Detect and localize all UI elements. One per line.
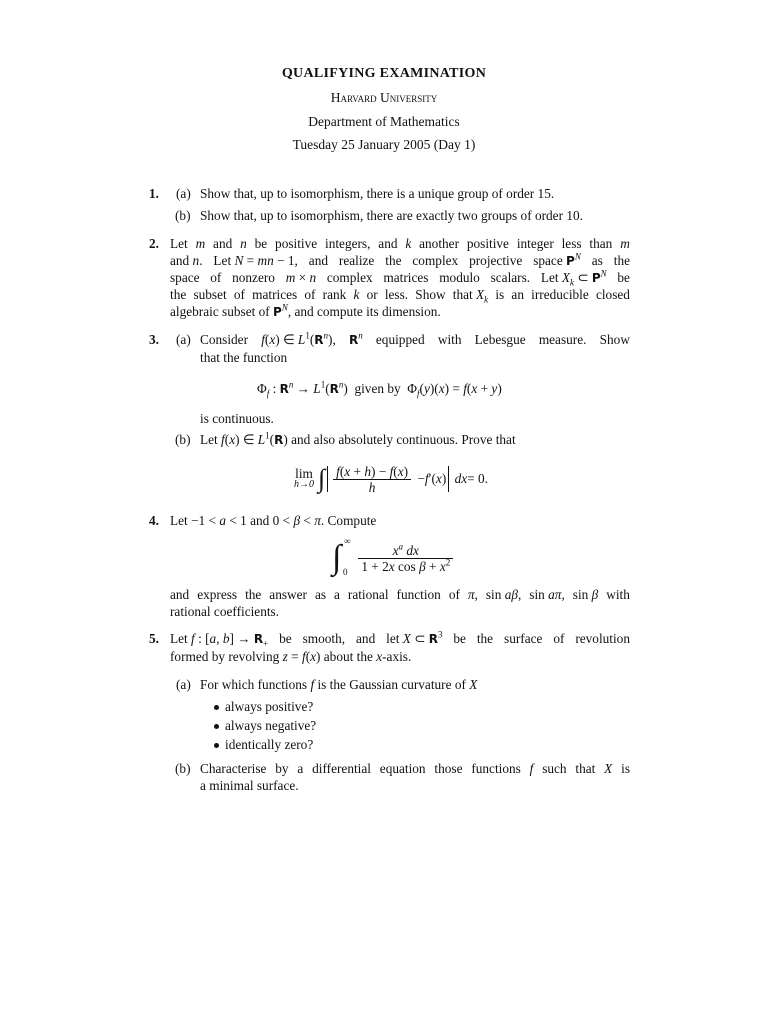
problem-4-display-formula: ∫ ∞ 0 $\frac{x^a dx}{1 + 2x \cos \beta + x^2}$ [332, 538, 456, 578]
problem-3-number: 3. [149, 332, 159, 347]
problem-3a-label: (a) [176, 332, 191, 347]
problem-2-line-1: Let m and n be positive integers, and k another positive integer less than m [170, 236, 630, 251]
bullet-icon [214, 743, 219, 748]
problem-5-number: 5. [149, 631, 159, 646]
bullet-icon [214, 705, 219, 710]
problem-5-line-1: Let f : [a, $b] \to R_+$ be smooth, and let X ⊂ $R^3$ be the surface of revolution [170, 629, 630, 649]
problem-5b-line-1: Characterise by a differential equation those functions f such that X is [200, 761, 630, 776]
problem-5b-label: (b) [175, 761, 191, 776]
problem-3a-line-1: Consider f(x) ∈ $L^1(R^n)$, $R^n$ equipped with Lebesgue measure. Show [200, 330, 630, 347]
department-name: Department of Mathematics [308, 114, 460, 129]
problem-3a-display-formula: $\Phi_f$ : $R^n \to L^1(R^n)$ given by $\Phi_f(y)(x) = f(x + y)$ [257, 379, 502, 399]
problem-3a-line-2: that the function [200, 350, 288, 365]
problem-5a-text: For which functions f is the Gaussian curvature of X [200, 677, 478, 692]
problem-1b-label: (b) [175, 208, 191, 223]
university-name: Harvard University [330, 90, 438, 105]
problem-5b-line-2: a minimal surface. [200, 778, 299, 793]
exam-date: Tuesday 25 January 2005 (Day 1) [292, 137, 476, 152]
problem-4-number: 4. [149, 513, 159, 528]
problem-4-line-2: rational coefficients. [170, 604, 280, 619]
problem-1a-text: Show that, up to isomorphism, there is a unique group of order 15. [200, 186, 555, 201]
problem-1-number: 1. [149, 186, 159, 201]
problem-1a-label: (a) [176, 186, 191, 201]
exam-title: QUALIFYING EXAMINATION [281, 66, 487, 81]
problem-4-intro: Let −1 < a < 1 and 0 < β < π. Compute [170, 513, 377, 528]
problem-4-line-1: and express the answer as a rational function of π, sin aβ, sin aπ, sin β with [170, 587, 630, 602]
problem-3b-label: (b) [175, 432, 191, 447]
problem-2-line-2: and n. Let N = mn − 1, and realize the complex projective space $P^N$ as the [170, 251, 630, 268]
problem-3b-text: Let f(x) ∈ $L^1(R)$ and also absolutely continuous. Prove that [200, 430, 516, 447]
problem-5-line-2: formed by revolving z = f(x) about the x-axis. [170, 649, 412, 664]
problem-2-line-5: algebraic subset of $P^N$, and compute its dimension. [170, 302, 441, 319]
problem-1b-text: Show that, up to isomorphism, there are exactly two groups of order 10. [200, 208, 583, 223]
problem-2-number: 2. [149, 236, 159, 251]
problem-2-line-4: the subset of matrices of rank k or less. Show that $X_k$ is an irreducible closed [170, 287, 630, 305]
problem-3b-display-formula: lim h→0 ∫ $\frac{f(x + h) - f(x)}{h}$ − f ′( x ) dx = 0. [294, 463, 488, 495]
problem-5a-label: (a) [176, 677, 191, 692]
bullet-icon [214, 724, 219, 729]
problem-3a-after: is continuous. [200, 411, 274, 426]
problem-5a-bullet-3: identically zero? [225, 737, 314, 752]
problem-2-line-3: space of nonzero m × n complex matrices modulo scalars. Let $X_k$ ⊂ $P^N$ be [170, 268, 630, 288]
problem-5a-bullet-1: always positive? [225, 699, 314, 714]
problem-5a-bullet-2: always negative? [225, 718, 317, 733]
